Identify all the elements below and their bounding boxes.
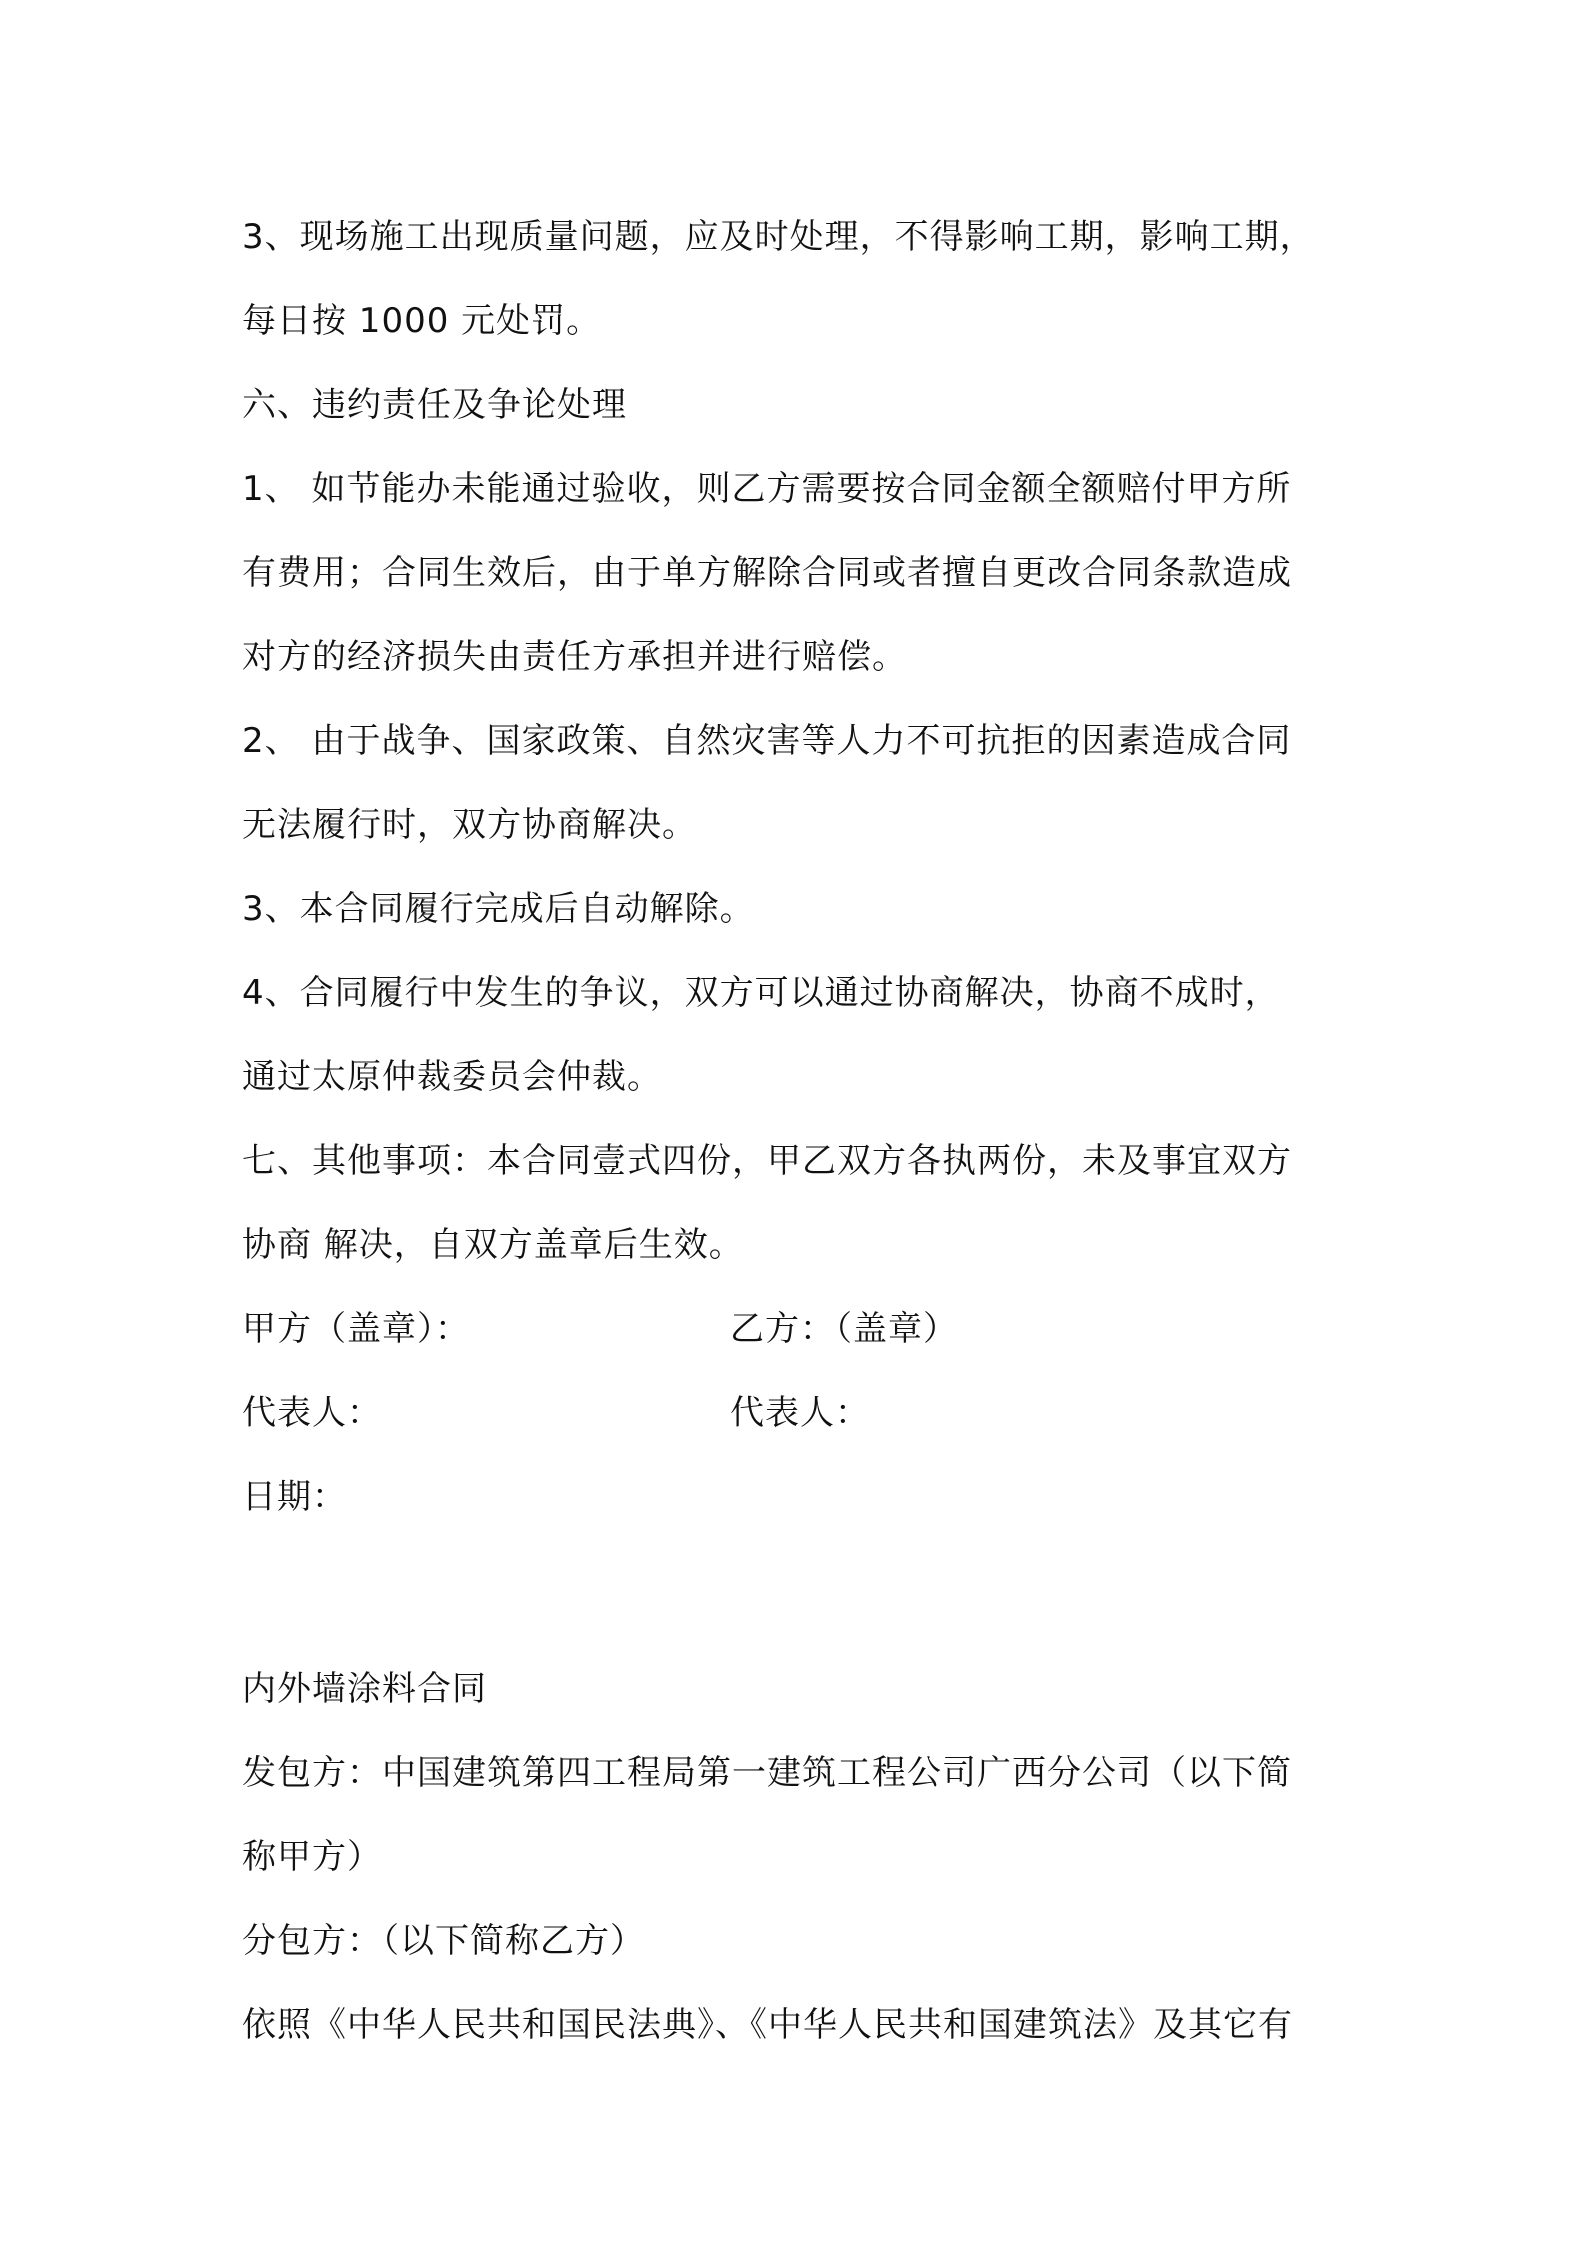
clause-6-1-line-2: 有费用；合同生效后，由于单方解除合同或者擅自更改合同条款造成 [242, 553, 1292, 593]
clause-6-2-line-1: 2、 由于战争、国家政策、自然灾害等人力不可抗拒的因素造成合同 [242, 721, 1292, 761]
party-a-representative-label: 代表人： [242, 1393, 382, 1433]
date-label: 日期： [242, 1477, 347, 1517]
section-7-line-2: 协商 解决，自双方盖章后生效。 [242, 1225, 744, 1265]
contractor-line-2: 称甲方） [242, 1837, 382, 1877]
section-gap [242, 1539, 1362, 1647]
signature-representative-row [242, 1371, 1362, 1455]
clause-6-4-line-2: 通过太原仲裁委员会仲裁。 [242, 1057, 662, 1097]
party-a-seal-label: 甲方（盖章）： [242, 1309, 470, 1349]
clause-6-2-line-2: 无法履行时，双方协商解决。 [242, 805, 697, 845]
contractor-line-1: 发包方：中国建筑第四工程局第一建筑工程公司广西分公司（以下简 [242, 1753, 1292, 1793]
subcontractor-line: 分包方：（以下简称乙方） [242, 1921, 645, 1961]
signature-seal-row [242, 1287, 1362, 1371]
legal-basis-line-1: 依照《中华人民共和国民法典》、《中华人民共和国建筑法》及其它有 [242, 2005, 1293, 2045]
clause-6-1-line-3: 对方的经济损失由责任方承担并进行赔偿。 [242, 637, 907, 677]
contract-title: 内外墙涂料合同 [242, 1669, 487, 1709]
clause-6-1-line-1: 1、 如节能办未能通过验收，则乙方需要按合同金额全额赔付甲方所 [242, 469, 1292, 509]
party-b-representative-label: 代表人： [730, 1393, 870, 1433]
clause-5-3-line-2: 每日按 1000 元处罚。 [242, 301, 602, 341]
clause-6-4-line-1: 4、合同履行中发生的争议，双方可以通过协商解决，协商不成时， [242, 973, 1280, 1013]
clause-6-3: 3、本合同履行完成后自动解除。 [242, 889, 755, 929]
document-page [242, 195, 1362, 2067]
party-b-seal-label: 乙方：（盖章） [730, 1309, 958, 1349]
clause-5-3-line-1: 3、现场施工出现质量问题，应及时处理，不得影响工期，影响工期， [242, 217, 1315, 257]
section-7-line-1: 七、其他事项：本合同壹式四份，甲乙双方各执两份，未及事宜双方 [242, 1141, 1292, 1181]
section-6-heading: 六、违约责任及争论处理 [242, 385, 627, 425]
